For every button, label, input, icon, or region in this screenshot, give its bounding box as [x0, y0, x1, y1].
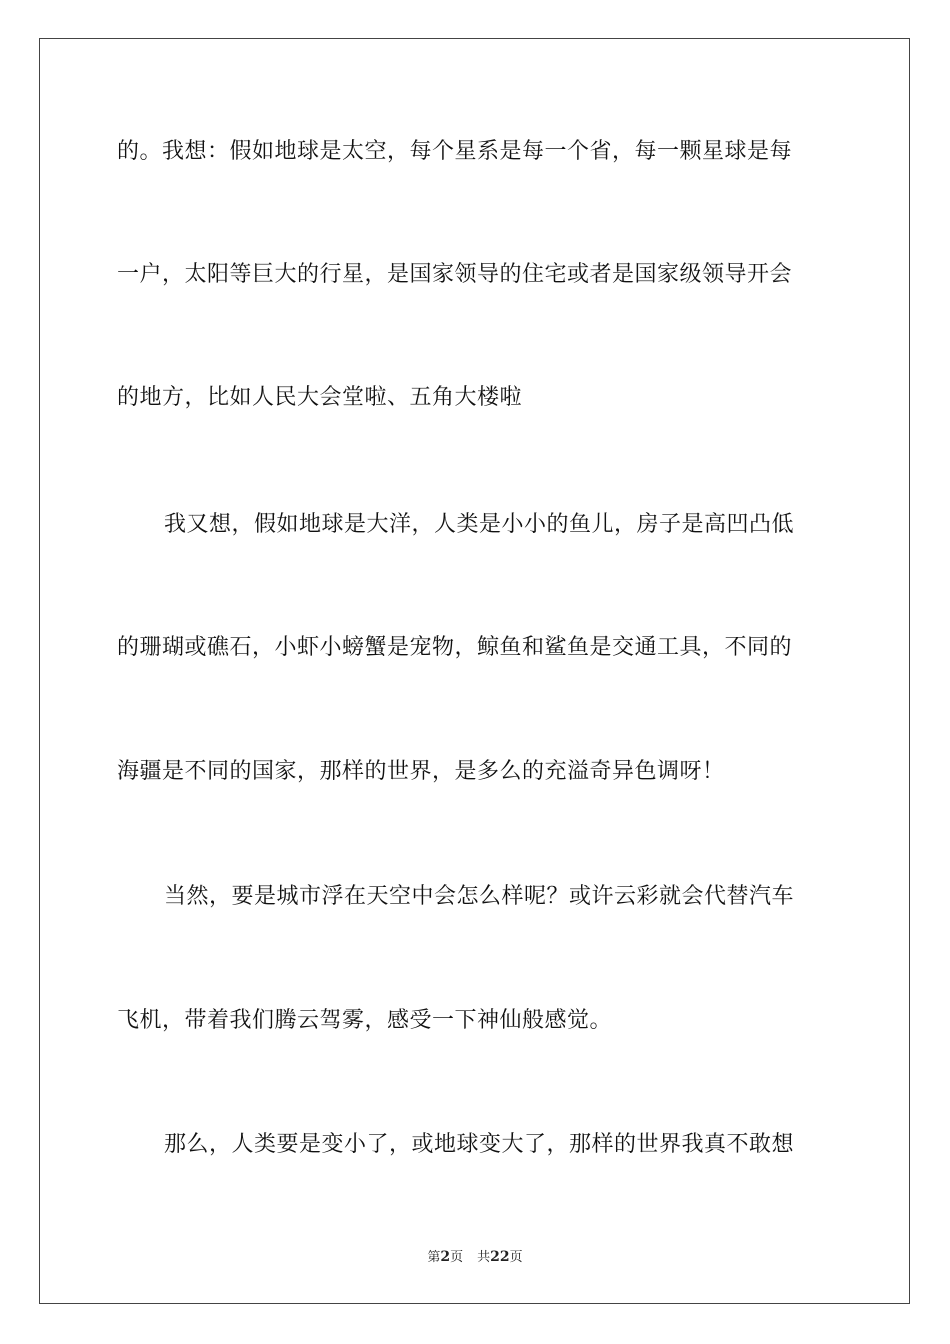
text-line-2: 一户，太阳等巨大的行星，是国家领导的住宅或者是国家级领导开会: [117, 262, 793, 287]
text-line-3: 的地方，比如人民大会堂啦、五角大楼啦: [117, 385, 523, 410]
total-suffix: 页: [509, 1250, 523, 1265]
text-line-1: 的。我想：假如地球是太空，每个星系是每一个省，每一颗星球是每: [117, 139, 793, 164]
total-pages: 22: [490, 1249, 510, 1265]
page-footer: [0, 1248, 950, 1267]
page-number: 2: [440, 1249, 451, 1265]
paragraph-2-line-2: 的珊瑚或礁石，小虾小螃蟹是宠物，鲸鱼和鲨鱼是交通工具，不同的: [117, 635, 793, 660]
page-suffix: 页: [450, 1250, 464, 1265]
paragraph-2-line-3: 海疆是不同的国家，那样的世界，是多么的充溢奇异色调呀！: [117, 759, 725, 784]
paragraph-2-line-1: 我又想，假如地球是大洋，人类是小小的鱼儿，房子是高凹凸低: [164, 512, 795, 537]
paragraph-3-line-1: 当然，要是城市浮在天空中会怎么样呢？或许云彩就会代替汽车: [164, 884, 795, 909]
page-border: [39, 38, 910, 1304]
paragraph-3-line-2: 飞机，带着我们腾云驾雾，感受一下神仙般感觉。: [117, 1008, 613, 1033]
total-prefix: 共: [477, 1250, 491, 1265]
page-prefix: 第: [427, 1250, 441, 1265]
paragraph-4-line-1: 那么，人类要是变小了，或地球变大了，那样的世界我真不敢想: [164, 1132, 795, 1157]
